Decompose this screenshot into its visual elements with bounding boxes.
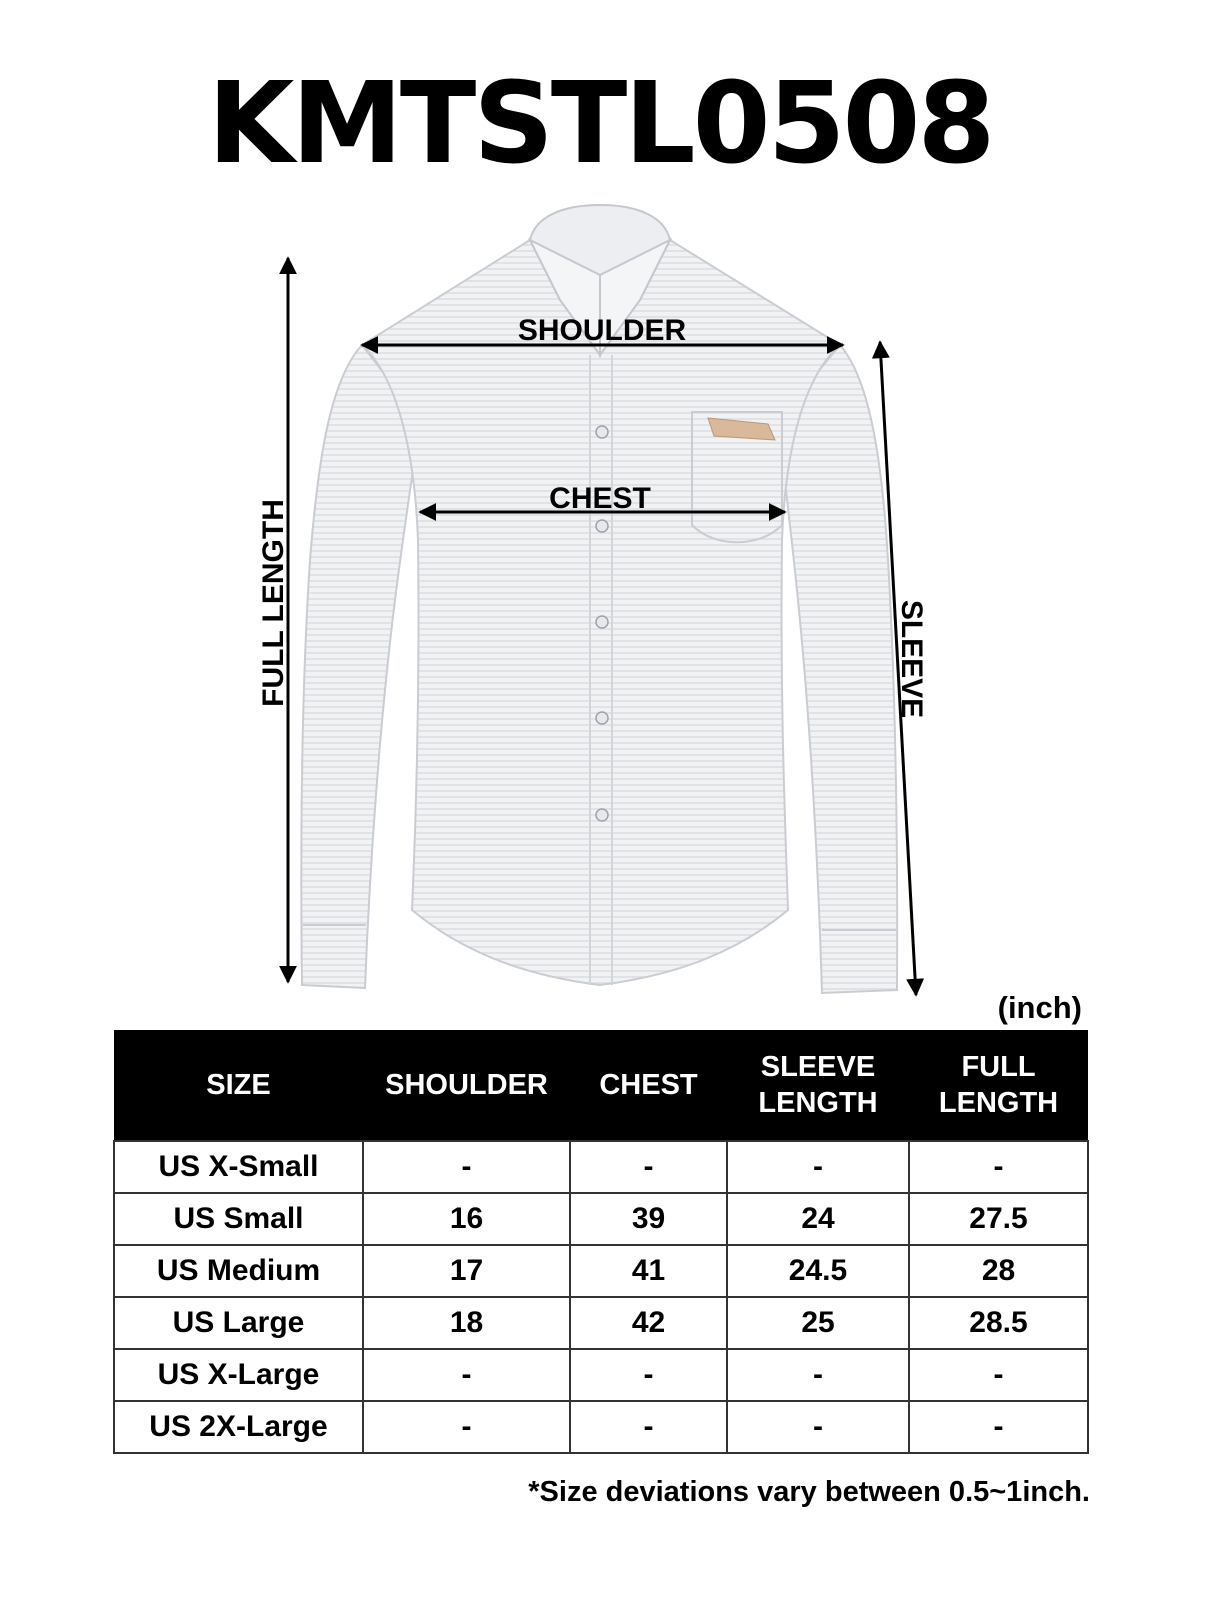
full-length-cell: 28.5 (909, 1297, 1088, 1349)
table-row (114, 1245, 1088, 1297)
shoulder-cell: 18 (363, 1297, 570, 1349)
table-row (114, 1297, 1088, 1349)
sleeve-length-cell: 24.5 (727, 1245, 909, 1297)
header-chest: CHEST (570, 1030, 727, 1141)
full-length-label: FULL LENGTH (257, 499, 290, 707)
table-row (114, 1193, 1088, 1245)
sleeve-length-cell: - (727, 1141, 909, 1193)
unit-label: (inch) (997, 990, 1082, 1025)
sleeve-length-cell: 25 (727, 1297, 909, 1349)
table-row (114, 1349, 1088, 1401)
shoulder-cell: 16 (363, 1193, 570, 1245)
table-header-row (114, 1030, 1088, 1141)
chest-label: CHEST (549, 482, 651, 515)
chest-cell: 41 (570, 1245, 727, 1297)
full-length-cell: 27.5 (909, 1193, 1088, 1245)
size-cell: US Small (114, 1193, 363, 1245)
table-row (114, 1401, 1088, 1453)
size-cell: US X-Small (114, 1141, 363, 1193)
shoulder-cell: - (363, 1401, 570, 1453)
size-cell: US Large (114, 1297, 363, 1349)
sleeve-length-cell: 24 (727, 1193, 909, 1245)
sleeve-length-cell: - (727, 1349, 909, 1401)
sleeve-label: SLEEVE (895, 599, 928, 719)
chest-cell: - (570, 1349, 727, 1401)
shoulder-cell: - (363, 1141, 570, 1193)
chest-cell: 39 (570, 1193, 727, 1245)
chest-cell: 42 (570, 1297, 727, 1349)
header-size: SIZE (114, 1030, 363, 1141)
shoulder-cell: 17 (363, 1245, 570, 1297)
header-full-length: FULL LENGTH (909, 1030, 1088, 1141)
shoulder-cell: - (363, 1349, 570, 1401)
shoulder-label: SHOULDER (517, 314, 687, 347)
size-cell: US Medium (114, 1245, 363, 1297)
chest-cell: - (570, 1141, 727, 1193)
sleeve-length-cell: - (727, 1401, 909, 1453)
full-length-cell: - (909, 1141, 1088, 1193)
chest-cell: - (570, 1401, 727, 1453)
table-row (114, 1141, 1088, 1193)
header-shoulder: SHOULDER (363, 1030, 570, 1141)
full-length-cell: 28 (909, 1245, 1088, 1297)
product-code-title: KMTSTL0508 (207, 59, 993, 189)
size-chart-table (113, 1030, 1089, 1454)
full-length-cell: - (909, 1349, 1088, 1401)
size-cell: US X-Large (114, 1349, 363, 1401)
full-length-cell: - (909, 1401, 1088, 1453)
size-deviation-note: *Size deviations vary between 0.5~1inch. (528, 1476, 1090, 1508)
header-sleeve-length: SLEEVE LENGTH (727, 1030, 909, 1141)
size-cell: US 2X-Large (114, 1401, 363, 1453)
